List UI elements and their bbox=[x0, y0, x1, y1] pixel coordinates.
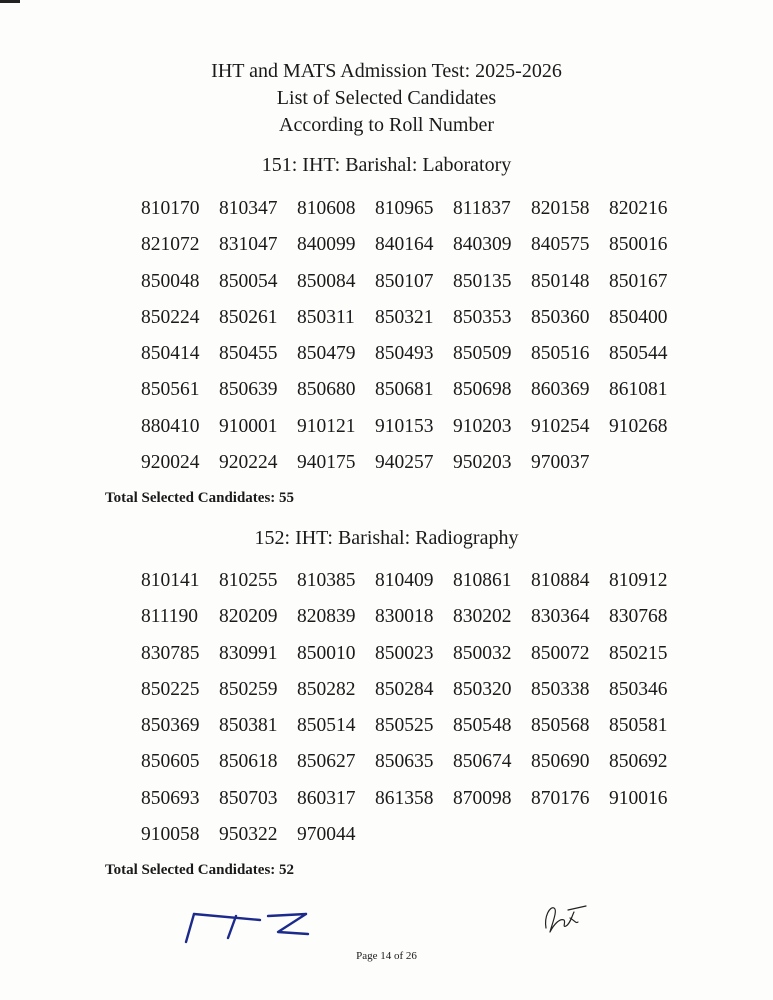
roll-number: 850284 bbox=[375, 678, 434, 700]
roll-number: 830991 bbox=[219, 642, 278, 664]
roll-number: 811190 bbox=[141, 606, 199, 628]
roll-number: 970044 bbox=[297, 824, 356, 846]
roll-number: 880410 bbox=[141, 415, 200, 437]
roll-number: 820158 bbox=[531, 198, 590, 219]
roll-number: 850455 bbox=[219, 343, 278, 365]
roll-number: 920224 bbox=[219, 452, 278, 474]
roll-number: 810608 bbox=[297, 198, 356, 219]
roll-number: 940257 bbox=[375, 452, 434, 474]
roll-number: 850353 bbox=[453, 306, 512, 328]
roll-number: 850148 bbox=[531, 270, 590, 292]
roll-number: 850680 bbox=[297, 379, 356, 401]
roll-number: 850509 bbox=[453, 343, 512, 365]
roll-number: 940175 bbox=[297, 452, 356, 474]
roll-number: 811837 bbox=[453, 198, 511, 219]
roll-number: 850618 bbox=[219, 751, 278, 773]
roll-number: 850016 bbox=[609, 234, 668, 256]
total-selected-laboratory: Total Selected Candidates: 55 bbox=[105, 490, 295, 506]
section-title-laboratory: 151: IHT: Barishal: Laboratory bbox=[261, 154, 512, 176]
page-number: Page 14 of 26 bbox=[356, 950, 417, 962]
roll-number: 850224 bbox=[141, 306, 200, 328]
roll-number: 850369 bbox=[141, 715, 200, 737]
roll-number: 870176 bbox=[531, 787, 590, 809]
roll-number: 840164 bbox=[375, 234, 434, 256]
roll-number: 810255 bbox=[219, 570, 278, 591]
roll-number: 810385 bbox=[297, 570, 356, 591]
roll-number: 850107 bbox=[375, 270, 434, 292]
roll-number: 850693 bbox=[141, 787, 200, 809]
roll-number: 840099 bbox=[297, 234, 356, 256]
roll-number: 830202 bbox=[453, 606, 512, 628]
roll-number: 850023 bbox=[375, 642, 434, 664]
roll-number: 850681 bbox=[375, 379, 434, 401]
roll-number: 950203 bbox=[453, 452, 512, 474]
document-subtitle: List of Selected Candidates bbox=[276, 87, 497, 109]
roll-number: 950322 bbox=[219, 824, 278, 846]
roll-number: 850561 bbox=[141, 379, 200, 401]
roll-number: 820209 bbox=[219, 606, 278, 628]
roll-number: 831047 bbox=[219, 234, 278, 256]
roll-number: 850400 bbox=[609, 306, 668, 328]
roll-number: 850635 bbox=[375, 751, 434, 773]
roll-number: 970037 bbox=[531, 452, 590, 474]
roll-number: 850516 bbox=[531, 343, 590, 365]
roll-number: 850381 bbox=[219, 715, 278, 737]
roll-number: 840309 bbox=[453, 234, 512, 256]
roll-number: 850259 bbox=[219, 678, 278, 700]
roll-number: 850346 bbox=[609, 678, 668, 700]
roll-number: 810912 bbox=[609, 570, 668, 591]
roll-number: 810409 bbox=[375, 570, 434, 591]
roll-number: 850568 bbox=[531, 715, 590, 737]
roll-number: 850311 bbox=[297, 306, 355, 328]
roll-number: 850548 bbox=[453, 715, 512, 737]
roll-number: 820839 bbox=[297, 606, 356, 628]
roll-number: 810965 bbox=[375, 198, 434, 219]
signature-left bbox=[180, 908, 315, 948]
roll-number-grid-laboratory bbox=[141, 191, 701, 481]
roll-number: 910121 bbox=[297, 415, 356, 437]
roll-number: 850282 bbox=[297, 678, 356, 700]
roll-number: 850544 bbox=[609, 343, 668, 365]
roll-number: 850054 bbox=[219, 270, 278, 292]
roll-number: 850639 bbox=[219, 379, 278, 401]
roll-number: 850692 bbox=[609, 751, 668, 773]
document-ordering-note: According to Roll Number bbox=[279, 114, 494, 136]
document-header bbox=[0, 58, 773, 139]
roll-number: 850215 bbox=[609, 642, 668, 664]
roll-number: 860317 bbox=[297, 787, 356, 809]
roll-number: 870098 bbox=[453, 787, 512, 809]
roll-number: 850525 bbox=[375, 715, 434, 737]
roll-number: 910268 bbox=[609, 415, 668, 437]
roll-number: 830364 bbox=[531, 606, 590, 628]
section-title-radiography: 152: IHT: Barishal: Radiography bbox=[254, 527, 519, 549]
roll-number: 910016 bbox=[609, 787, 668, 809]
roll-number: 850698 bbox=[453, 379, 512, 401]
total-selected-radiography: Total Selected Candidates: 52 bbox=[105, 862, 295, 878]
roll-number: 820216 bbox=[609, 198, 668, 219]
roll-number: 830018 bbox=[375, 606, 434, 628]
roll-number: 850360 bbox=[531, 306, 590, 328]
roll-number: 810141 bbox=[141, 570, 200, 591]
roll-number: 910203 bbox=[453, 415, 512, 437]
roll-number: 850321 bbox=[375, 306, 434, 328]
roll-number: 850032 bbox=[453, 642, 512, 664]
roll-number: 850320 bbox=[453, 678, 512, 700]
roll-number: 910153 bbox=[375, 415, 434, 437]
roll-number: 810861 bbox=[453, 570, 512, 591]
roll-number: 850479 bbox=[297, 343, 356, 365]
roll-number: 920024 bbox=[141, 452, 200, 474]
roll-number: 850135 bbox=[453, 270, 512, 292]
roll-number: 860369 bbox=[531, 379, 590, 401]
roll-number: 850493 bbox=[375, 343, 434, 365]
roll-number: 861358 bbox=[375, 787, 434, 809]
roll-number: 830785 bbox=[141, 642, 200, 664]
roll-number: 810884 bbox=[531, 570, 590, 591]
roll-number: 810170 bbox=[141, 198, 200, 219]
roll-number: 910058 bbox=[141, 824, 200, 846]
roll-number: 840575 bbox=[531, 234, 590, 256]
signature-right bbox=[540, 898, 590, 938]
roll-number: 850261 bbox=[219, 306, 278, 328]
scan-corner-mark bbox=[0, 0, 20, 3]
roll-number: 821072 bbox=[141, 234, 200, 256]
roll-number: 910254 bbox=[531, 415, 590, 437]
roll-number: 850167 bbox=[609, 270, 668, 292]
roll-number: 850338 bbox=[531, 678, 590, 700]
roll-number-grid-radiography bbox=[141, 563, 701, 853]
roll-number: 850225 bbox=[141, 678, 200, 700]
roll-number: 850010 bbox=[297, 642, 356, 664]
roll-number: 910001 bbox=[219, 415, 278, 437]
roll-number: 850514 bbox=[297, 715, 356, 737]
roll-number: 850414 bbox=[141, 343, 200, 365]
document-title: IHT and MATS Admission Test: 2025-2026 bbox=[211, 60, 562, 82]
roll-number: 850048 bbox=[141, 270, 200, 292]
roll-number: 830768 bbox=[609, 606, 668, 628]
roll-number: 810347 bbox=[219, 198, 278, 219]
roll-number: 850703 bbox=[219, 787, 278, 809]
roll-number: 850084 bbox=[297, 270, 356, 292]
roll-number: 850627 bbox=[297, 751, 356, 773]
roll-number: 850581 bbox=[609, 715, 668, 737]
roll-number: 861081 bbox=[609, 379, 668, 401]
roll-number: 850072 bbox=[531, 642, 590, 664]
roll-number: 850674 bbox=[453, 751, 512, 773]
roll-number: 850605 bbox=[141, 751, 200, 773]
roll-number: 850690 bbox=[531, 751, 590, 773]
